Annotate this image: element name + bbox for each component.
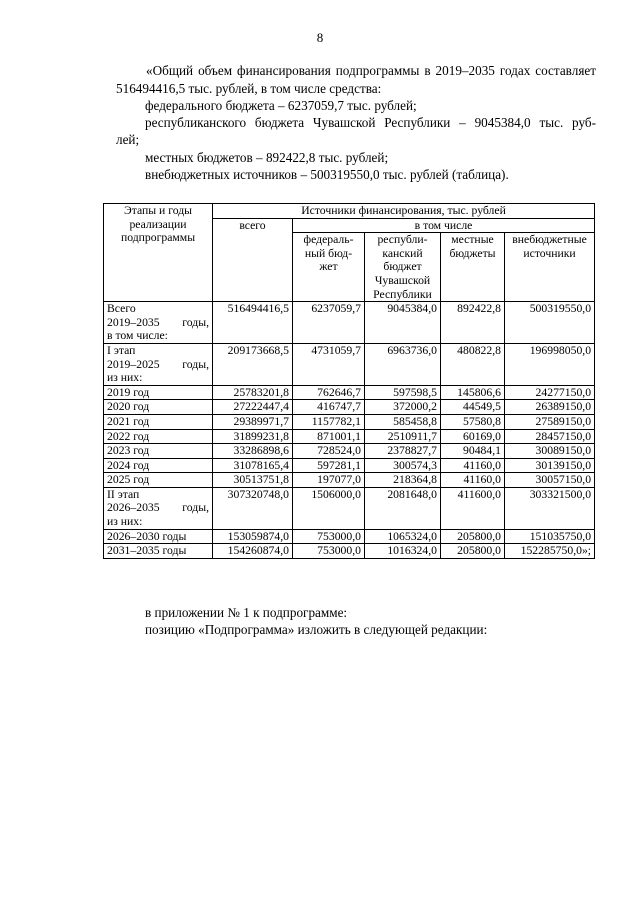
row-label <box>104 429 213 444</box>
republic-budget-line: республиканского бюджета Чувашской Республики – 9045384,0 тыс. руб- <box>145 115 596 130</box>
cell-total: 154260874,0 <box>213 544 293 559</box>
cell-extra: 303321500,0 <box>505 487 595 529</box>
cell-republic: 6963736,0 <box>365 343 441 385</box>
cell-extra: 30057150,0 <box>505 473 595 488</box>
cell-federal: 597281,1 <box>293 458 365 473</box>
row-label-line: Всего <box>107 302 136 316</box>
cell-republic: 2378827,7 <box>365 444 441 459</box>
after-line-1: в приложении № 1 к подпрограмме: <box>145 605 348 620</box>
row-label <box>104 400 213 415</box>
cell-federal: 197077,0 <box>293 473 365 488</box>
cell-extra: 30139150,0 <box>505 458 595 473</box>
row-label <box>104 385 213 400</box>
row-label-line: 2022 год <box>107 429 150 443</box>
row-label <box>104 529 213 544</box>
cell-federal: 4731059,7 <box>293 343 365 385</box>
row-label-note: в том числе: <box>107 329 168 343</box>
row-label-unit: годы, <box>182 315 209 329</box>
cell-total: 516494416,5 <box>213 302 293 344</box>
row-label <box>104 473 213 488</box>
header-row <box>104 204 595 219</box>
cell-total: 153059874,0 <box>213 529 293 544</box>
table-row <box>104 343 595 385</box>
row-label-line: 2026–2030 годы <box>107 529 187 543</box>
row-label <box>104 544 213 559</box>
cell-total: 209173668,5 <box>213 343 293 385</box>
row-label-line: I этап <box>107 343 136 357</box>
row-label-line: II этап <box>107 487 140 501</box>
cell-local: 41160,0 <box>441 473 505 488</box>
page-number: 8 <box>316 30 324 45</box>
table-row <box>104 400 595 415</box>
cell-local: 90484,1 <box>441 444 505 459</box>
row-label-line: 2019 год <box>107 385 150 399</box>
row-label-line: 2031–2035 годы <box>107 544 187 558</box>
header-local: местные бюджеты <box>441 233 505 302</box>
cell-local: 411600,0 <box>441 487 505 529</box>
cell-republic: 218364,8 <box>365 473 441 488</box>
cell-extra: 152285750,0»; <box>505 544 595 559</box>
row-label-line: 2023 год <box>107 444 150 458</box>
cell-federal: 871001,1 <box>293 429 365 444</box>
cell-republic: 2510911,7 <box>365 429 441 444</box>
header-including: в том числе <box>293 218 595 233</box>
row-label-line: 2020 год <box>107 400 150 414</box>
cell-republic: 300574,3 <box>365 458 441 473</box>
header-sources: Источники финансирования, тыс. рублей <box>213 204 595 219</box>
cell-republic: 372000,2 <box>365 400 441 415</box>
table-row <box>104 444 595 459</box>
cell-federal: 6237059,7 <box>293 302 365 344</box>
republic-budget-line-end: лей; <box>116 132 140 147</box>
cell-total: 25783201,8 <box>213 385 293 400</box>
row-label-line: 2021 год <box>107 414 150 428</box>
cell-extra: 28457150,0 <box>505 429 595 444</box>
row-label-period: 2019–2025 <box>107 357 160 371</box>
cell-total: 29389971,7 <box>213 414 293 429</box>
cell-total: 27222447,4 <box>213 400 293 415</box>
cell-extra: 26389150,0 <box>505 400 595 415</box>
cell-local: 60169,0 <box>441 429 505 444</box>
row-label-unit: годы, <box>182 357 209 371</box>
row-label-years <box>107 358 209 372</box>
row-label <box>104 414 213 429</box>
row-label-unit: годы, <box>182 501 209 515</box>
cell-total: 33286898,6 <box>213 444 293 459</box>
row-label <box>104 487 213 529</box>
financing-table <box>103 203 595 559</box>
header-republic: республи-канский бюджет Чувашской Республики <box>365 233 441 302</box>
table-row <box>104 473 595 488</box>
row-label-years <box>107 316 209 330</box>
table-body <box>104 302 595 559</box>
row-label-period: 2026–2035 <box>107 501 160 515</box>
cell-federal: 416747,7 <box>293 400 365 415</box>
cell-local: 41160,0 <box>441 458 505 473</box>
row-label-years <box>107 501 209 515</box>
cell-extra: 500319550,0 <box>505 302 595 344</box>
cell-extra: 24277150,0 <box>505 385 595 400</box>
row-label-period: 2019–2035 <box>107 315 160 329</box>
header-stages: Этапы и годы реализации подпрограммы <box>104 204 213 302</box>
cell-total: 30513751,8 <box>213 473 293 488</box>
cell-federal: 1157782,1 <box>293 414 365 429</box>
cell-local: 44549,5 <box>441 400 505 415</box>
cell-republic: 1065324,0 <box>365 529 441 544</box>
cell-republic: 597598,5 <box>365 385 441 400</box>
row-label <box>104 458 213 473</box>
table-row <box>104 302 595 344</box>
cell-republic: 1016324,0 <box>365 544 441 559</box>
cell-republic: 9045384,0 <box>365 302 441 344</box>
cell-local: 205800,0 <box>441 529 505 544</box>
cell-total: 31078165,4 <box>213 458 293 473</box>
row-label-line: 2024 год <box>107 458 150 472</box>
row-label <box>104 444 213 459</box>
cell-federal: 1506000,0 <box>293 487 365 529</box>
cell-total: 307320748,0 <box>213 487 293 529</box>
row-label <box>104 302 213 344</box>
cell-local: 145806,6 <box>441 385 505 400</box>
intro-paragraph: «Общий объем финансирования подпрограммы в 2019–2035 годах составляет 516494416,5 тыс. рублей, в том числе средства: <box>116 63 596 96</box>
cell-local: 205800,0 <box>441 544 505 559</box>
header-federal: федераль-ный бюд-жет <box>293 233 365 302</box>
header-extra: внебюджетные источники <box>505 233 595 302</box>
cell-federal: 753000,0 <box>293 544 365 559</box>
local-budget-line: местных бюджетов – 892422,8 тыс. рублей; <box>145 150 389 165</box>
cell-local: 892422,8 <box>441 302 505 344</box>
table-row <box>104 458 595 473</box>
row-label-note: из них: <box>107 371 143 385</box>
cell-republic: 2081648,0 <box>365 487 441 529</box>
cell-extra: 196998050,0 <box>505 343 595 385</box>
cell-local: 57580,8 <box>441 414 505 429</box>
cell-federal: 762646,7 <box>293 385 365 400</box>
cell-federal: 728524,0 <box>293 444 365 459</box>
cell-extra: 27589150,0 <box>505 414 595 429</box>
row-label-note: из них: <box>107 515 143 529</box>
table-row <box>104 429 595 444</box>
table-row <box>104 529 595 544</box>
table-row <box>104 414 595 429</box>
table-row <box>104 544 595 559</box>
row-label-line: 2025 год <box>107 473 150 487</box>
cell-federal: 753000,0 <box>293 529 365 544</box>
table-row <box>104 487 595 529</box>
cell-republic: 585458,8 <box>365 414 441 429</box>
cell-extra: 30089150,0 <box>505 444 595 459</box>
cell-total: 31899231,8 <box>213 429 293 444</box>
cell-local: 480822,8 <box>441 343 505 385</box>
extra-budget-line: внебюджетных источников – 500319550,0 тыс. рублей (таблица). <box>145 167 509 182</box>
federal-budget-line: федерального бюджета – 6237059,7 тыс. рублей; <box>145 98 417 113</box>
after-line-2: позицию «Подпрограмма» изложить в следующей редакции: <box>145 622 488 637</box>
header-total: всего <box>213 218 293 302</box>
table-row <box>104 385 595 400</box>
cell-extra: 151035750,0 <box>505 529 595 544</box>
row-label <box>104 343 213 385</box>
